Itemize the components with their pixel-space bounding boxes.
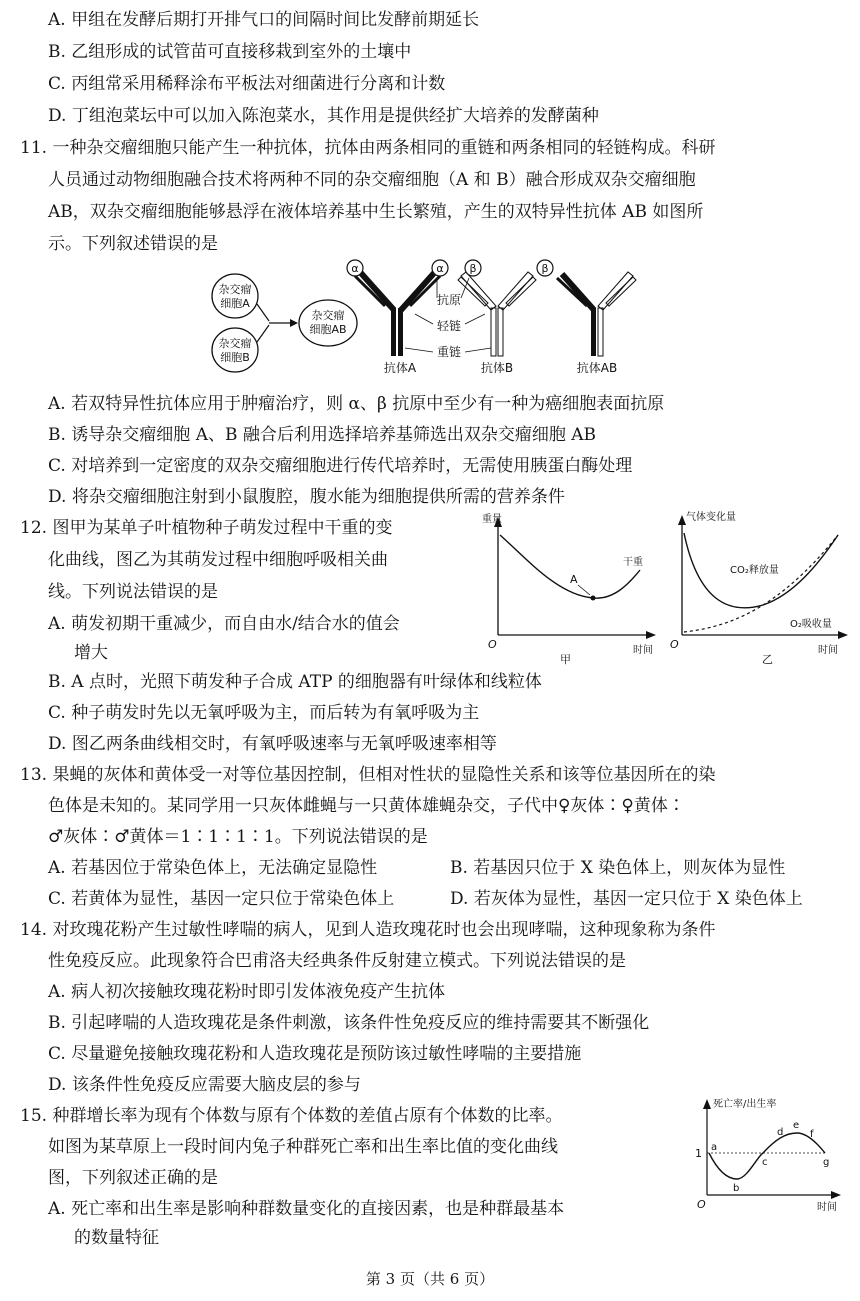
cell-ab-label: 杂交瘤 [311,309,345,322]
q13-option-d: D. 若灰体为显性，基因一定只位于 X 染色体上 [450,889,803,909]
page-footer: 第 3 页（共 6 页） [365,1270,495,1288]
q14-option-c: C. 尽量避免接触玫瑰花粉和人造玫瑰花是预防该过敏性哮喘的主要措施 [48,1044,582,1064]
cell-ab-label: 细胞AB [309,323,347,336]
q11-stem-line: 11. 一种杂交瘤细胞只能产生一种抗体，抗体由两条相同的重链和两条相同的轻链构成。科研 [20,138,716,158]
q11-antibody-figure [205,258,665,378]
point-d-label: d [777,1127,784,1138]
cell-a-label: 细胞A [220,297,250,310]
antigen-label: 抗原 [436,293,462,307]
q13-stem-line: 色体是未知的。某同学用一只灰体雌蝇与一只黄体雄蝇杂交，子代中♀灰体∶♀黄体∶ [48,796,685,816]
q15-stem-line: 如图为某草原上一段时间内兔子种群死亡率和出生率比值的变化曲线 [48,1137,558,1157]
point-a-label: a [711,1142,718,1153]
cell-b [212,328,258,372]
curve-label: 干重 [623,557,643,568]
q14-option-b: B. 引起哮喘的人造玫瑰花是条件刺激，该条件性免疫反应的维持需要其不断强化 [48,1013,650,1033]
point-f-label: f [810,1129,814,1140]
cell-a [212,274,258,318]
q10-option-d: D. 丁组泡菜坛中可以加入陈泡菜水，其作用是提供经扩大培养的发酵菌种 [48,106,599,126]
o2-label: O₂吸收量 [790,619,832,630]
q15-graph [685,1095,845,1215]
point-e-label: e [793,1120,800,1131]
q12-graph-yi [668,505,853,670]
q12-option-b: B. A 点时，光照下萌发种子合成 ATP 的细胞器有叶绿体和线粒体 [48,672,542,692]
ratio-curve [709,1133,825,1179]
q15-option-a-cont: 的数量特征 [74,1228,159,1248]
dry-weight-curve [500,535,640,598]
q13-stem-line: 13. 果蝇的灰体和黄体受一对等位基因控制，但相对性状的显隐性关系和该等位基因所在的染 [20,765,716,785]
q12-stem-line: 化曲线，图乙为其萌发过程中细胞呼吸相关曲 [48,550,388,570]
q13-stem-line: ♂灰体∶♂黄体＝1∶1∶1∶1。下列说法错误的是 [48,827,428,847]
q14-option-a: A. 病人初次接触玫瑰花粉时即引发体液免疫产生抗体 [48,982,446,1002]
antibody-ab [557,272,636,356]
point-a-label: A [570,573,578,586]
x-axis-label: 时间 [817,1202,837,1213]
y-axis-label: 气体变化量 [686,512,736,523]
antibody-a-label: 抗体A [383,361,417,375]
point-g-label: g [823,1157,830,1168]
q10-option-b: B. 乙组形成的试管苗可直接移栽到室外的土壤中 [48,42,412,62]
q10-option-a: A. 甲组在发酵后期打开排气口的间隔时间比发酵前期延长 [48,10,480,30]
q12-option-a-cont: 增大 [74,643,108,663]
q13-option-a: A. 若基因位于常染色体上，无法确定显隐性 [48,858,378,878]
q12-stem-line: 线。下列说法错误的是 [48,582,218,602]
q12-option-a: A. 萌发初期干重减少，而自由水/结合水的值会 [48,614,400,634]
q11-option-b: B. 诱导杂交瘤细胞 A、B 融合后利用选择培养基筛选出双杂交瘤细胞 AB [48,425,597,445]
q13-option-c: C. 若黄体为显性，基因一定只位于常染色体上 [48,889,395,909]
point-a [591,596,596,601]
cell-b-label: 细胞B [220,351,250,364]
light-chain-label: 轻链 [436,319,462,333]
q10-option-c: C. 丙组常采用稀释涂布平板法对细菌进行分离和计数 [48,74,446,94]
q13-option-b: B. 若基因只位于 X 染色体上，则灰体为显性 [450,858,786,878]
point-b-label: b [733,1183,740,1194]
o2-absorption-curve [684,535,838,632]
heavy-chain-label: 重链 [436,345,462,359]
q12-stem-line: 12. 图甲为某单子叶植物种子萌发过程中干重的变 [20,518,393,538]
x-axis-label: 时间 [633,645,653,656]
q11-option-d: D. 将杂交瘤细胞注射到小鼠腹腔，腹水能为细胞提供所需的营养条件 [48,487,565,507]
q12-graph-jia [478,505,663,670]
q11-option-a: A. 若双特异性抗体应用于肿瘤治疗，则 α、β 抗原中至少有一种为癌细胞表面抗原 [48,394,665,414]
alpha-label: α [351,262,359,275]
graph-caption: 乙 [762,653,773,666]
q15-option-a: A. 死亡率和出生率是影响种群数量变化的直接因素，也是种群最基本 [48,1199,565,1219]
q14-stem-line: 14. 对玫瑰花粉产生过敏性哮喘的病人，见到人造玫瑰花时也会出现哮喘，这种现象称为条件 [20,920,716,940]
q12-option-d: D. 图乙两条曲线相交时，有氧呼吸速率与无氧呼吸速率相等 [48,734,497,754]
y-axis-label: 死亡率/出生率 [713,1099,777,1110]
graph-caption: 甲 [560,653,571,666]
origin-label: O [488,638,497,651]
y-tick-1: 1 [695,1147,702,1160]
antibody-ab-label: 抗体AB [576,361,618,375]
alpha-label: α [436,262,444,275]
point-c-label: c [762,1157,768,1168]
q14-option-d: D. 该条件性免疫反应需要大脑皮层的参与 [48,1075,361,1095]
cell-b-label: 杂交瘤 [218,337,252,350]
origin-label: O [670,638,679,651]
q11-stem-line: 示。下列叙述错误的是 [48,234,218,254]
y-axis-label: 重量 [482,514,502,525]
antibody-b [458,272,536,356]
q11-option-c: C. 对培养到一定密度的双杂交瘤细胞进行传代培养时，无需使用胰蛋白酶处理 [48,456,633,476]
antibody-b-label: 抗体B [480,361,514,375]
beta-label: β [541,262,549,275]
q15-stem-line: 图，下列叙述正确的是 [48,1168,218,1188]
q12-option-c: C. 种子萌发时先以无氧呼吸为主，而后转为有氧呼吸为主 [48,703,480,723]
q11-stem-line: AB，双杂交瘤细胞能够悬浮在液体培养基中生长繁殖，产生的双特异性抗体 AB 如图所 [48,202,704,222]
q11-stem-line: 人员通过动物细胞融合技术将两种不同的杂交瘤细胞（A 和 B）融合形成双杂交瘤细胞 [48,170,696,190]
cell-a-label: 杂交瘤 [218,283,252,296]
co2-label: CO₂释放量 [730,565,779,576]
antibody-a [355,272,440,356]
origin-label: O [697,1198,706,1211]
q15-stem-line: 15. 种群增长率为现有个体数与原有个体数的差值占原有个体数的比率。 [20,1106,563,1126]
x-axis-label: 时间 [818,645,838,656]
beta-label: β [469,262,477,275]
q14-stem-line: 性免疫反应。此现象符合巴甫洛夫经典条件反射建立模式。下列说法错误的是 [48,951,626,971]
